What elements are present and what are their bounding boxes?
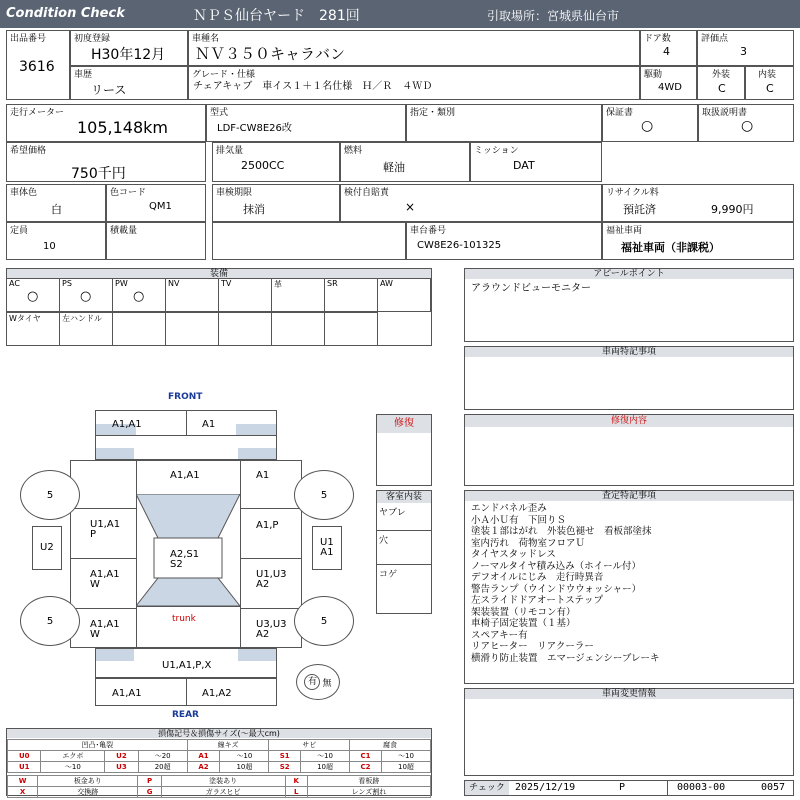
footer-bar: [464, 780, 794, 796]
legend-code: S1: [269, 751, 301, 762]
inspection-note-line: リアヒーター リアクーラー: [471, 641, 594, 652]
legend-panel: [6, 728, 432, 796]
front-label: FRONT: [168, 392, 203, 402]
legend-code: A1: [187, 751, 220, 762]
legend-code: W: [8, 776, 38, 787]
equipment-row2-1: [59, 312, 113, 346]
rear-right-damage: A1,A2: [202, 688, 232, 699]
rear-center-damage: U1,A1,P,X: [162, 660, 212, 671]
inspection-note-line: 架装装置（リモコン有）: [471, 606, 576, 618]
tire-fl-depth: 5: [46, 489, 54, 501]
repair-panel: [464, 414, 794, 486]
exterior-grade: C: [718, 82, 726, 95]
legend-desc: 10超: [220, 762, 269, 773]
welfare-box: [602, 222, 794, 260]
capacity: 10: [43, 241, 56, 252]
pickup-location: 引取場所：宮城県仙台市: [487, 9, 620, 23]
equipment-label: PS: [62, 279, 72, 288]
legend-code: U2: [105, 751, 138, 762]
inspection-note-line: スペアキー有: [471, 629, 528, 641]
legend-desc: ガラスヒビ: [161, 787, 285, 798]
interior-box: [745, 66, 794, 100]
mileage-label: 走行メーター: [10, 108, 65, 118]
side-right-damage: U1 A1: [320, 537, 334, 558]
interior-panel: [376, 490, 432, 614]
grade: チェアキャブ 車イス１＋１名仕様 Ｈ／Ｒ ４ＷＤ: [193, 81, 433, 92]
grade-label: グレード・仕様: [192, 70, 256, 80]
manual-label: 取扱説明書: [702, 108, 748, 118]
header-bar: [0, 0, 800, 28]
legend-desc: 看板跡: [307, 776, 430, 787]
inspection-label: 車検期限: [216, 188, 253, 198]
model-box: [206, 104, 406, 142]
equipment-row2-3: [165, 312, 219, 346]
equipment-row2-4: [218, 312, 272, 346]
door-fl-damage: U1,A1 P: [90, 519, 121, 540]
displacement: 2500CC: [241, 159, 285, 172]
door-rl-damage: A1,A1 W: [90, 569, 120, 590]
capacity-label: 定員: [10, 226, 29, 236]
interior-title: 客室内装: [377, 491, 431, 503]
tire-rr-depth: 5: [320, 615, 328, 627]
legend-group-dent: 凹凸･亀裂: [8, 740, 188, 751]
equipment-7: [377, 278, 431, 312]
car-name-label: 車種名: [192, 34, 220, 44]
header-brand: Condition Check: [6, 6, 125, 21]
rear-label: REAR: [172, 710, 199, 720]
equipment-row2-6: [324, 312, 378, 346]
legend-code: S2: [269, 762, 301, 773]
equipment-label: SR: [327, 279, 338, 288]
liability-box: [340, 184, 602, 222]
side-left-damage: U2: [40, 542, 54, 553]
inspection-note-line: 車椅子固定装置（１基）: [471, 618, 576, 629]
appeal-title: アピールポイント: [465, 269, 793, 279]
special-panel: [464, 346, 794, 410]
load-label: 積載量: [110, 226, 138, 236]
legend-group-rust: サビ: [269, 740, 350, 751]
first-registration-label: 初度登録: [74, 34, 111, 44]
mission-label: ミッション: [474, 146, 519, 156]
equipment-2: [112, 278, 166, 312]
history: リース: [91, 83, 127, 97]
car-name-box: [188, 30, 640, 66]
check-date: 2025/12/19: [515, 782, 576, 793]
fuel-box: [340, 142, 470, 182]
exterior-label: 外装: [712, 70, 731, 80]
exterior-box: [697, 66, 745, 100]
legend-group-scratch: 線キズ: [187, 740, 269, 751]
blank-box: [212, 222, 406, 260]
changes-panel: [464, 688, 794, 776]
lot-box: [6, 30, 70, 100]
displacement-box: [212, 142, 340, 182]
equipment-6: [324, 278, 378, 312]
price-box: [6, 142, 206, 182]
equipment-row2-2: [112, 312, 166, 346]
rear-left-damage: A1,A1: [112, 688, 142, 699]
auction-name: ＮＰＳ仙台ヤード 281回: [193, 8, 360, 24]
welfare-label: 福祉車両: [606, 226, 643, 236]
recycle-fee: 9,990円: [711, 203, 754, 216]
legend-desc: ～10: [381, 751, 430, 762]
equipment-mark: ○: [80, 289, 92, 304]
history-label: 車歴: [74, 70, 93, 80]
interior-row-hole: [377, 531, 431, 565]
inspection-note-line: 横滑り防止装置 エマージェンシーブレーキ: [471, 652, 660, 664]
tire-fl: [20, 470, 80, 520]
tire-fr: [294, 470, 354, 520]
interior-row-burn: [377, 565, 431, 613]
drive-box: [640, 66, 697, 100]
designation-box: [406, 104, 602, 142]
legend-desc: ～10: [220, 751, 269, 762]
interior-grade: C: [766, 82, 774, 95]
spare-tire: [296, 664, 340, 700]
equipment-label: 革: [274, 280, 282, 289]
equipment-row2-0: [6, 312, 60, 346]
equipment-label: AC: [9, 279, 20, 288]
interior-row-tear: [377, 503, 431, 531]
mission-box: [470, 142, 602, 182]
legend-table-1: [7, 739, 431, 773]
inspection-note-line: 左スライドドアオートステップ: [471, 595, 604, 606]
quarter-rl-damage: A1,A1 W: [90, 619, 120, 640]
legend-desc: レンズ割れ: [307, 787, 430, 798]
legend-desc: ～20: [138, 751, 187, 762]
car-diagram: [0, 388, 372, 724]
repair-small-box: [376, 414, 432, 486]
equipment-0: [6, 278, 60, 312]
equipment-title: 装備: [7, 269, 431, 279]
legend-desc: 10超: [301, 762, 350, 773]
legend-desc: 塗装あり: [161, 776, 285, 787]
repair-title: 修復内容: [465, 415, 793, 427]
equipment-label: TV: [221, 279, 232, 288]
trunk-label: trunk: [172, 614, 196, 624]
repair-small-title: 修復: [377, 415, 431, 433]
manual: ○: [741, 118, 754, 134]
lot-number: 3616: [19, 59, 55, 75]
legend-code: U1: [8, 762, 41, 773]
score: 3: [740, 45, 747, 58]
designation-label: 指定・類別: [410, 108, 456, 118]
fender-fr-damage: A1: [256, 470, 270, 481]
history-box: [70, 66, 188, 100]
front-right-damage: A1: [202, 419, 216, 430]
interior-hole-label: 穴: [379, 536, 389, 546]
legend-desc: エクボ: [41, 751, 105, 762]
liability: ×: [405, 200, 416, 214]
score-box: [697, 30, 794, 66]
inspection: 抹消: [243, 203, 265, 216]
equipment-label: NV: [168, 279, 180, 288]
body-color-box: [6, 184, 106, 222]
legend-code: L: [285, 787, 307, 798]
legend-group-corrosion: 腐食: [350, 740, 431, 751]
interior-label: 内装: [758, 70, 777, 80]
doors-label: ドア数: [644, 34, 671, 44]
drive-label: 駆動: [644, 70, 663, 80]
inspection-note-line: タイヤスタッドレス: [471, 549, 556, 560]
equipment-1: [59, 278, 113, 312]
spare-have: 有: [304, 674, 320, 690]
recycle-label: リサイクル料: [606, 188, 659, 198]
tire-fr-depth: 5: [320, 489, 328, 501]
warranty-label: 保証書: [606, 108, 634, 118]
front-left-damage: A1,A1: [112, 419, 142, 430]
price: 750千円: [71, 166, 126, 182]
model-label: 型式: [210, 108, 229, 118]
welfare: 福祉車両（非課税）: [621, 241, 720, 254]
recycle-box: [602, 184, 794, 222]
equipment-3: [165, 278, 219, 312]
body-color: 白: [51, 203, 62, 216]
displacement-label: 排気量: [216, 146, 244, 156]
chassis-number: CW8E26-101325: [417, 240, 502, 251]
tire-rl-depth: 5: [46, 615, 54, 627]
capacity-box: [6, 222, 106, 260]
equipment-mark: ○: [27, 289, 39, 304]
first-registration: H30年12月: [91, 47, 166, 63]
equipment-row2-label: 左ハンドル: [62, 314, 102, 323]
interior-burn-label: コゲ: [379, 570, 398, 580]
manual-box: [698, 104, 794, 142]
doors-box: [640, 30, 697, 66]
interior-tear-label: ヤブレ: [379, 508, 406, 518]
recycle-status: 預託済: [623, 203, 656, 216]
legend-code: P: [138, 776, 161, 787]
check-mark: P: [619, 782, 626, 793]
special-title: 車両特記事項: [465, 347, 793, 357]
color-code: QM1: [149, 201, 172, 212]
drive: 4WD: [658, 82, 682, 93]
inspection-box: [212, 184, 340, 222]
color-code-label: 色コード: [110, 188, 147, 198]
inspection-note-line: 室内汚れ 荷物室フロアＵ: [471, 537, 586, 549]
legend-code: G: [138, 787, 161, 798]
legend-desc: 20超: [138, 762, 187, 773]
tire-rl: [20, 596, 80, 646]
inspection-note-line: デフオイルにじみ 走行時異音: [471, 572, 604, 583]
equipment-mark: ○: [133, 289, 145, 304]
first-registration-box: [70, 30, 188, 66]
door-fr-damage: A1,P: [256, 520, 279, 531]
load-box: [106, 222, 206, 260]
model: LDF-CW8E26改: [217, 123, 292, 134]
legend-desc: 10超: [381, 762, 430, 773]
doors: 4: [663, 45, 670, 58]
legend-code: C1: [350, 751, 382, 762]
inspection-notes-title: 査定特記事項: [465, 491, 793, 501]
legend-code: C2: [350, 762, 382, 773]
inspection-note-line: 小Ａ小Ｕ有 下回りＳ: [471, 514, 567, 526]
equipment-row2-5: [271, 312, 325, 346]
inspection-notes-panel: [464, 490, 794, 684]
legend-code: U3: [105, 762, 138, 773]
mileage-box: [6, 104, 206, 142]
price-label: 希望価格: [10, 146, 47, 156]
legend-code: A2: [187, 762, 220, 773]
inspection-note-line: エンドパネル歪み: [471, 503, 547, 514]
legend-desc: 板金あり: [38, 776, 138, 787]
spare-none: 無: [322, 678, 332, 689]
check-code: 00003-00: [677, 782, 726, 793]
mileage: 105,148km: [77, 118, 169, 137]
fuel-label: 燃料: [344, 146, 363, 156]
equipment-row2-label: Wタイヤ: [9, 314, 41, 323]
legend-desc: 交換跡: [38, 787, 138, 798]
mission: DAT: [513, 159, 535, 172]
door-rr-damage: U1,U3 A2: [256, 569, 287, 590]
hood-damage: A1,A1: [170, 470, 200, 481]
warranty-box: [602, 104, 698, 142]
body-color-label: 車体色: [10, 188, 38, 198]
equipment-4: [218, 278, 272, 312]
chassis-box: [406, 222, 602, 260]
chassis-label: 車台番号: [410, 226, 447, 236]
inspection-note-line: 警告ランプ（ウインドウウォッシャー）: [471, 583, 642, 595]
roof-damage: A2,S1 S2: [170, 549, 200, 570]
changes-title: 車両変更情報: [465, 689, 793, 699]
legend-table-2: [7, 775, 431, 798]
check-number: 0057: [761, 782, 786, 793]
warranty: ○: [641, 118, 654, 134]
color-code-box: [106, 184, 206, 222]
tire-rr: [294, 596, 354, 646]
legend-desc: ～10: [301, 751, 350, 762]
inspection-note-line: ノーマルタイヤ積み込み（ホイール付）: [471, 560, 641, 572]
equipment-label: PW: [115, 279, 128, 288]
legend-title: 損傷記号＆損傷サイズ(～最大cm): [7, 729, 431, 738]
legend-desc: ～10: [41, 762, 105, 773]
quarter-rr-damage: U3,U3 A2: [256, 619, 287, 640]
legend-code: X: [8, 787, 38, 798]
equipment-5: [271, 278, 325, 312]
inspection-note-line: 塗装１部はがれ 外装色褪せ 看板部塗抹: [471, 526, 652, 537]
legend-code: K: [285, 776, 307, 787]
score-label: 評価点: [701, 34, 729, 44]
lot-label: 出品番号: [10, 34, 47, 44]
grade-box: [188, 66, 640, 100]
legend-code: U0: [8, 751, 41, 762]
check-label: チェック: [465, 781, 509, 795]
equipment-label: AW: [380, 279, 393, 288]
liability-label: 検付自賠責: [344, 188, 390, 198]
fuel: 軽油: [383, 161, 405, 174]
car-name: ＮＶ３５０キャラバン: [195, 45, 346, 63]
appeal-text: アラウンドビューモニター: [471, 283, 591, 294]
appeal-panel: [464, 268, 794, 342]
